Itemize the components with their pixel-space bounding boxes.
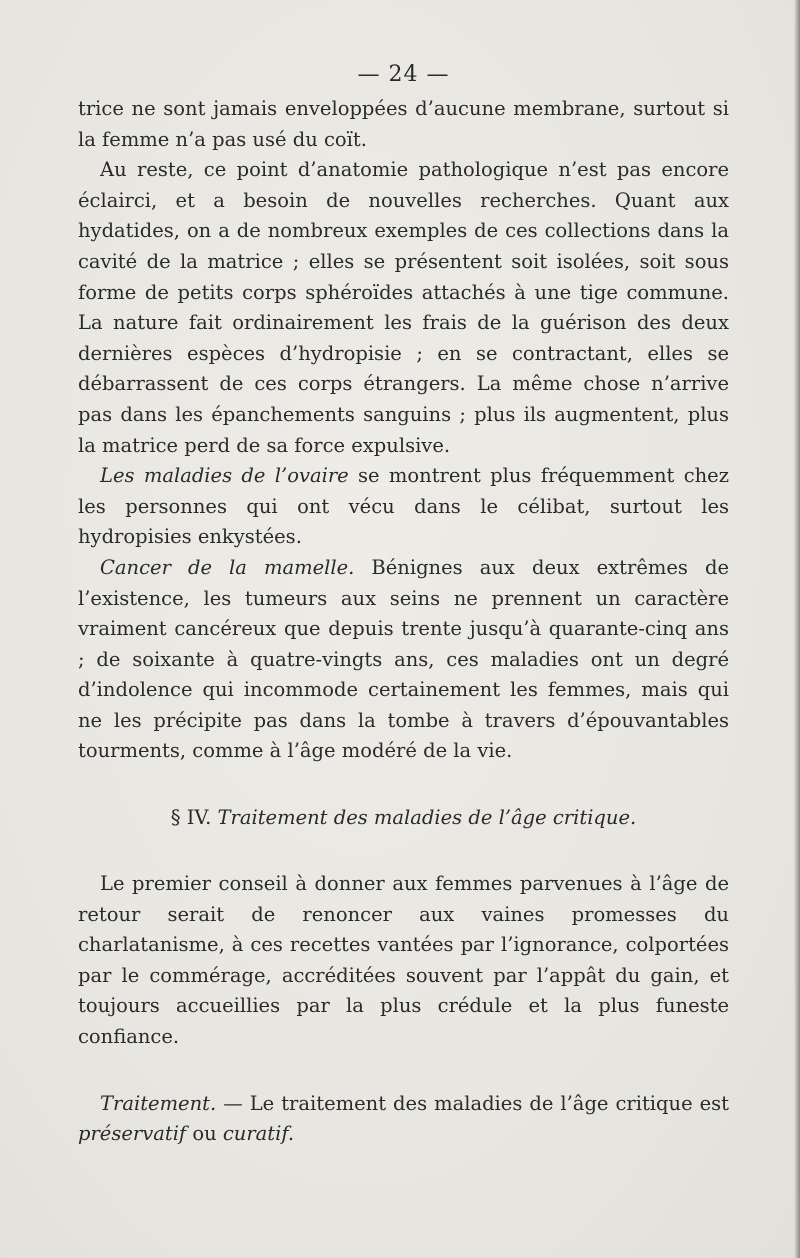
page-number: — 24 — — [357, 62, 450, 87]
paragraph-ovary — [78, 461, 729, 553]
paragraph-first-advice: Le premier conseil à donner aux femmes parvenues à l’âge de retour serait de renoncer aux vaines promesses du charlatanisme, à ces recettes vantées par l’ignorance, colportées par le commérage, accréditées souvent par l’appât du gain, et toujours accueillies par la plus crédule et la plus funeste confiance. — [78, 872, 729, 1049]
section-number: § IV. — [170, 806, 218, 830]
ovary-heading: Les maladies de l’ovaire — [100, 464, 349, 488]
page-edge-shadow — [794, 0, 800, 1258]
treatment-text: — Le traitement des maladies de l’âge critique est — [216, 1091, 729, 1115]
treatment-heading: Traitement. — [100, 1091, 217, 1115]
section-title: Traitement des maladies de l’âge critique. — [217, 806, 637, 830]
page-content — [78, 62, 729, 1150]
paragraph-breast-cancer — [78, 553, 729, 767]
paragraph-treatment — [78, 1089, 729, 1150]
treatment-preservative: préservatif — [78, 1122, 187, 1146]
treatment-curative: curatif. — [222, 1122, 295, 1146]
paragraph-continuation: trice ne sont jamais enveloppées d’aucune membrane, surtout si la femme n’a pas usé du coït. — [78, 97, 729, 151]
ovary-text: se montrent plus fréquemment chez les personnes qui ont vécu dans le célibat, surtout les hydropisies enkystées. — [78, 464, 729, 549]
breast-cancer-text: Bénignes aux deux extrêmes de l’existence, les tumeurs aux seins ne prennent un caractère vraiment cancéreux que depuis trente jusqu’à quarante-cinq ans ; de soixante à quatre-vingts ans, ces maladies ont un degré d’indolence qui incommode certainement les femmes, mais qui ne les précipite pas dans la tombe à travers d’épouvantables tourments, comme à l’âge modéré de la vie. — [78, 555, 729, 763]
treatment-or: ou — [186, 1122, 223, 1146]
paragraph-anatomy: Au reste, ce point d’anatomie pathologique n’est pas encore éclairci, et a besoin de nouvelles recherches. Quant aux hydatides, on a de nombreux exemples de ces collections dans la cavité de la matrice ; elles se présentent soit isolées, soit sous forme de petits corps sphéroïdes attachés à une tige commune. La nature fait ordinairement les frais de la guérison des deux dernières espèces d’hydropisie ; en se contractant, elles se débarrassent de ces corps étrangers. La même chose n’arrive pas dans les épanchements sanguins ; plus ils augmentent, plus la matrice perd de sa force expulsive. — [78, 158, 729, 457]
section-heading — [78, 803, 729, 833]
breast-cancer-heading: Cancer de la mamelle. — [100, 555, 355, 579]
